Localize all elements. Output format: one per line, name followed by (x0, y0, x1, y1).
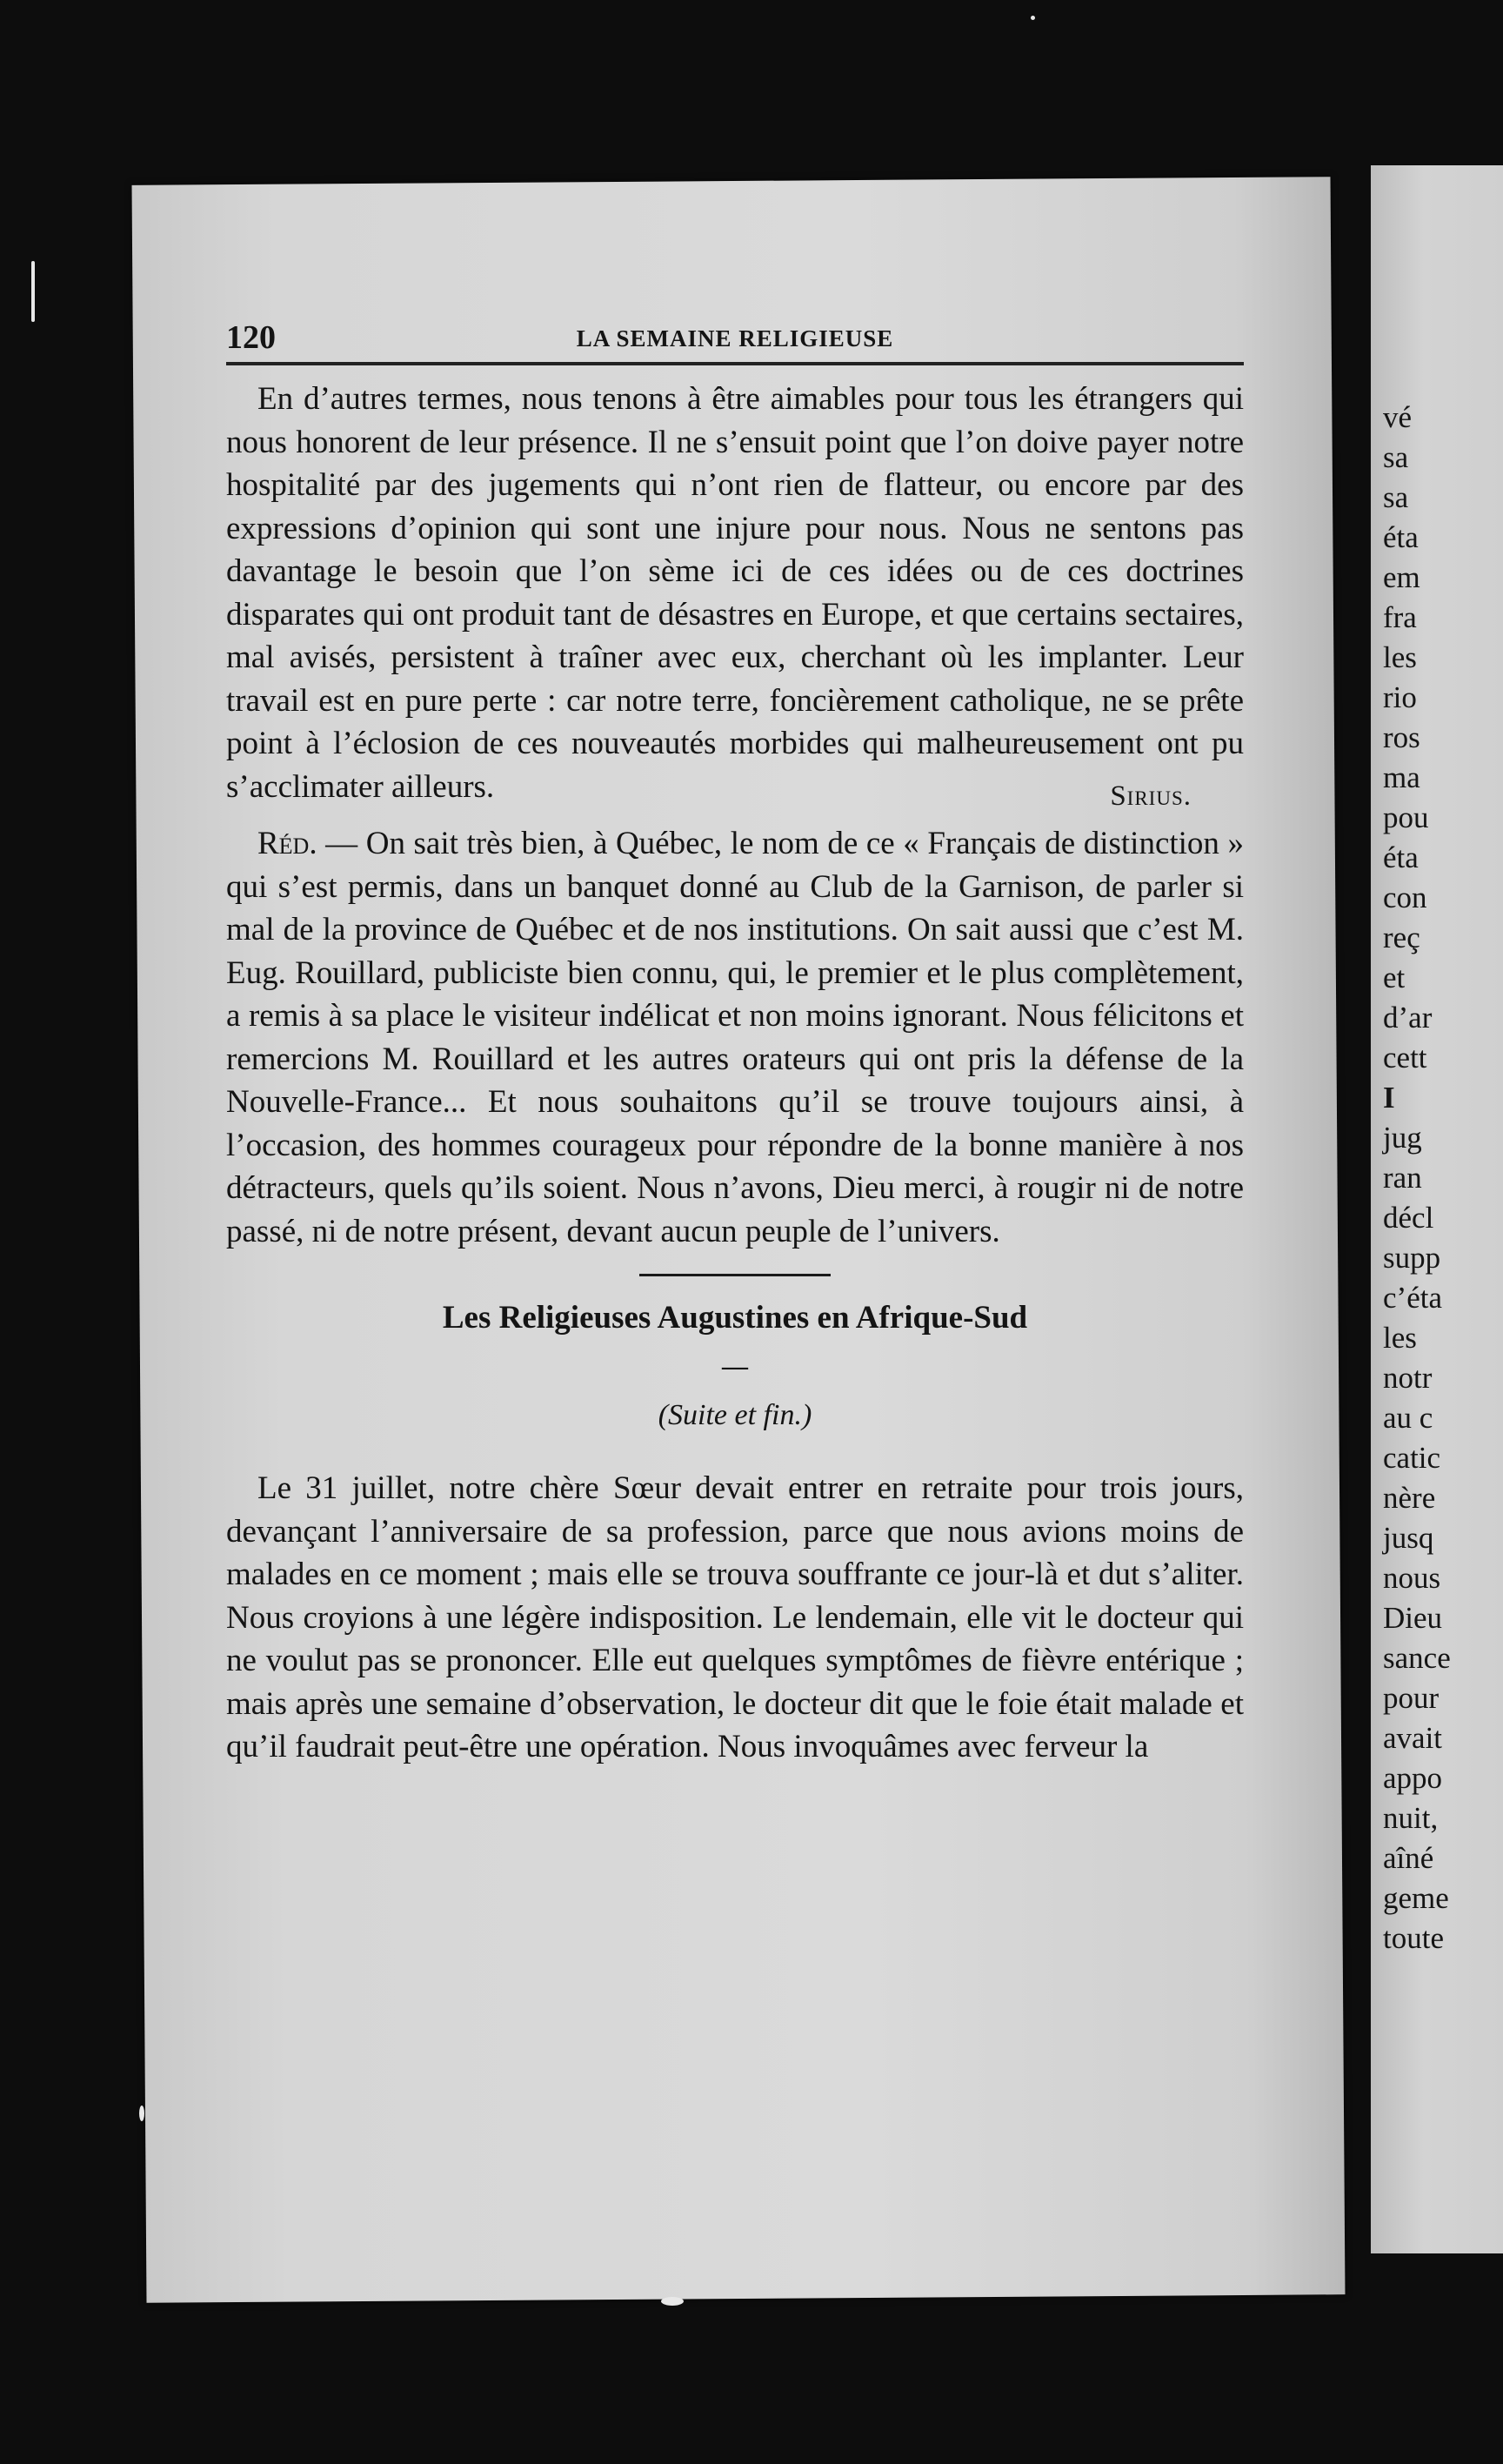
facing-page-fragment: Dieu (1383, 1601, 1443, 1635)
facing-page-fragment: ros (1383, 720, 1420, 754)
facing-page-fragment: supp (1383, 1241, 1441, 1275)
article-paragraph: Le 31 juillet, notre chère Sœur devait entrer en retraite pour trois jours, devançant l’anniversaire de sa profession, parce que nous avions moins de malades en ce moment ; mais elle se trouva souffrante ce jour-là et dut s’aliter. Nous croyions à une légère indisposition. Le lendemain, elle vit le docteur qui ne voulut pas se prononcer. Elle eut quelques symptômes de fièvre entérique ; mais après une semaine d’observation, le docteur dit que le foie était malade et qu’il faudrait peut-être une opération. Nous invoquâmes avec ferveur la (226, 1470, 1244, 1764)
film-speck (31, 261, 35, 322)
facing-page (1371, 165, 1503, 2253)
facing-page-fragment: jusq (1383, 1521, 1434, 1555)
facing-page-fragment: jug (1383, 1121, 1422, 1155)
article-paragraph: En d’autres termes, nous tenons à être aimables pour tous les étrangers qui nous honorent de leur présence. Il ne s’ensuit point que l’on doive payer notre hospitalité par des jugements qui n’ont rien de flatteur, ou encore par des expressions d’opinion qui sont une injure pour nous. Nous ne sentons pas davantage le besoin que l’on sème ici de ces idées ou de ces doctrines disparates qui ont produit tant de désastres en Europe, et que certains sectaires, mal avisés, persistent à traîner avec eux, cherchant où les implanter. Leur travail est en pure perte : car notre terre, foncièrement catholique, ne se prête point à l’éclosion de ces nouveautés morbides qui malheureusement ont pu s’acclimater ailleurs. (226, 381, 1244, 805)
facing-page-fragment: appo (1383, 1761, 1443, 1795)
facing-page-fragment: vé (1383, 400, 1413, 434)
article-subtitle: (Suite et fin.) (658, 1399, 812, 1431)
facing-page-fragment: em (1383, 560, 1420, 594)
facing-page-fragment: nère (1383, 1481, 1436, 1515)
facing-page-fragment: notr (1383, 1361, 1433, 1395)
title-dash: — (722, 1352, 748, 1381)
facing-page-fragment: toute (1383, 1921, 1444, 1955)
running-title: LA SEMAINE RELIGIEUSE (576, 325, 894, 352)
facing-page-fragment: cett (1383, 1041, 1427, 1075)
facing-page-fragment: con (1383, 880, 1427, 914)
facing-page-fragment: catic (1383, 1441, 1441, 1475)
film-speck (661, 2297, 684, 2306)
running-header (226, 313, 1244, 365)
page-content (226, 313, 1244, 1769)
facing-page-fragment: décl (1383, 1201, 1434, 1235)
facing-page-fragment: et (1383, 961, 1406, 994)
facing-page-fragment: ma (1383, 760, 1420, 794)
facing-page-fragment: rio (1383, 680, 1417, 714)
facing-page-fragment: pour (1383, 1681, 1440, 1715)
editor-note-label: Réd. (257, 826, 317, 861)
film-speck (1031, 16, 1035, 20)
facing-page-fragment: d’ar (1383, 1001, 1433, 1034)
facing-page-fragment: sance (1383, 1641, 1451, 1675)
section-divider (639, 1274, 831, 1276)
film-speck (139, 2106, 144, 2121)
facing-page-fragment: les (1383, 640, 1417, 674)
facing-page-fragment: au c (1383, 1401, 1433, 1435)
signature: Sirius. (1110, 780, 1192, 812)
page-number: 120 (226, 319, 276, 356)
facing-page-fragment: reç (1383, 921, 1420, 954)
editor-note-text: — On sait très bien, à Québec, le nom de ce « Français de distinction » qui s’est permis, dans un banquet donné au Club de la Garnison, de parler si mal de la province de Québec et de nos institutions. On sait aussi que c’est M. Eug. Rouillard, publiciste bien connu, qui, le premier et le plus complètement, a remis à sa place le visiteur indélicat et non moins ignorant. Nous félicitons et remercions M. Rouillard et les autres orateurs qui ont pris la défense de la Nouvelle-France... Et nous souhaitons qu’il se trouve toujours ainsi, à l’occasion, des hommes courageux pour répondre de la bonne manière à nos détracteurs, quels qu’ils soient. Nous n’avons, Dieu merci, à rougir ni de notre passé, ni de notre présent, devant aucun peuple de l’univers. (226, 826, 1244, 1249)
facing-page-fragment: sa (1383, 440, 1409, 474)
facing-page-fragment: les (1383, 1321, 1417, 1355)
facing-page-fragment: I (1383, 1081, 1395, 1115)
facing-page-fragment: éta (1383, 520, 1419, 554)
facing-page-fragment: aîné (1383, 1841, 1434, 1875)
facing-page-fragment: pou (1383, 800, 1429, 834)
facing-page-fragment: nuit, (1383, 1801, 1439, 1835)
facing-page-fragment: geme (1383, 1881, 1449, 1915)
facing-page-fragment: c’éta (1383, 1281, 1442, 1315)
editor-note (226, 822, 1244, 1253)
facing-page-fragment: ran (1383, 1161, 1422, 1195)
facing-page-fragment: éta (1383, 840, 1419, 874)
facing-page-fragment: nous (1383, 1561, 1441, 1595)
facing-page-fragment: avait (1383, 1721, 1443, 1755)
article-title: Les Religieuses Augustines en Afrique-Sud (442, 1300, 1028, 1336)
facing-page-fragment: sa (1383, 480, 1409, 514)
facing-page-fragment: fra (1383, 600, 1417, 634)
